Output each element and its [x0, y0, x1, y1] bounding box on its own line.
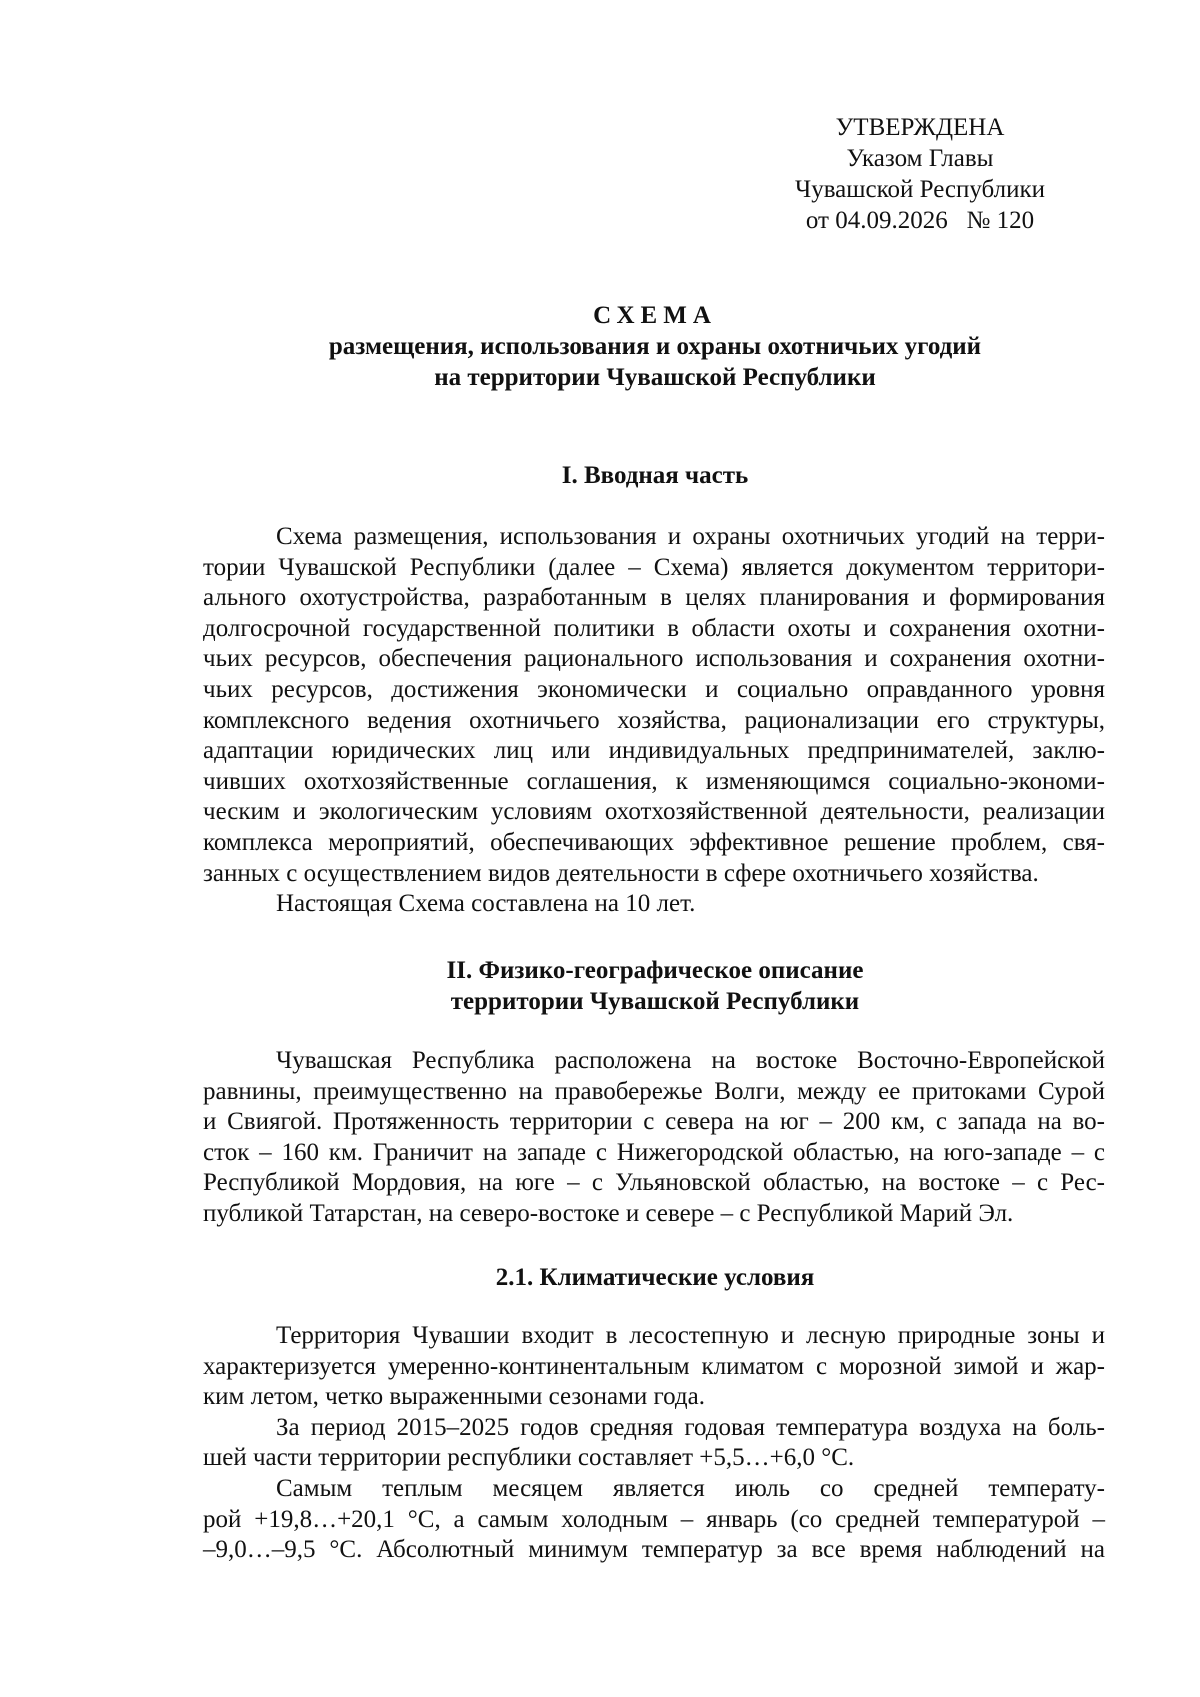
paragraph-line: тории Чувашской Республики (далее – Схема) является документом территори- — [203, 553, 1105, 581]
approval-line-republic: Чувашской Республики — [794, 176, 1046, 203]
paragraph-line: Настоящая Схема составлена на 10 лет. — [276, 890, 696, 918]
paragraph — [203, 889, 1105, 920]
paragraph-line: адаптации юридических лиц или индивидуальных предпринимателей, заклю- — [203, 737, 1105, 765]
paragraph-line: чьих ресурсов, обеспечения рационального использования и сохранения охотни- — [203, 645, 1105, 673]
paragraph-line: Чувашская Республика расположена на востоке Восточно-Европейской — [276, 1047, 1105, 1074]
paragraph — [203, 1413, 1105, 1474]
approval-stamp — [760, 112, 1080, 236]
paragraph-line: и Свиягой. Протяженность территории с севера на юг – 200 км, с запада на во- — [203, 1108, 1105, 1136]
paragraph-line: чьих ресурсов, достижения экономически и социально оправданного уровня — [203, 675, 1105, 703]
section-climate-body — [203, 1321, 1105, 1566]
paragraph-line: занных с осуществлением видов деятельности в сфере охотничьего хозяйства. — [203, 859, 1039, 887]
paragraph-line: Территория Чувашии входит в лесостепную и лесную природные зоны и — [276, 1322, 1105, 1349]
paragraph-line: За период 2015–2025 годов средняя годовая температура воздуха на боль- — [276, 1413, 1105, 1441]
paragraph-line: ким летом, четко выраженными сезонами года. — [203, 1383, 706, 1411]
paragraph-line: публикой Татарстан, на северо-востоке и севере – с Республикой Марий Эл. — [203, 1199, 1014, 1227]
paragraph-line: ального охотустройства, разработанным в целях планирования и формирования — [203, 584, 1105, 612]
paragraph-line: равнины, преимущественно на правобережье Волги, между ее притоками Сурой — [203, 1077, 1105, 1105]
paragraph-line: Самым теплым месяцем является июль со средней температу- — [276, 1474, 1105, 1502]
title-main: СХЕМА — [593, 302, 717, 329]
approval-line-approved: УТВЕРЖДЕНА — [835, 114, 1005, 141]
paragraph-line: долгосрочной государственной политики в области охоты и сохранения охотни- — [203, 614, 1105, 642]
section-physical-geography-body — [203, 1046, 1105, 1230]
approval-line-decree: Указом Главы — [846, 145, 994, 172]
section-heading-physical-geography — [205, 955, 1105, 1017]
paragraph-line: –9,0…–9,5 °С. Абсолютный минимум температур за все время наблюдений на — [203, 1536, 1105, 1564]
paragraph — [203, 1321, 1105, 1413]
section-heading-introduction: I. Вводная часть — [561, 462, 749, 489]
paragraph-line: шей части территории республики составляет +5,5…+6,0 °С. — [203, 1444, 855, 1472]
heading-line: территории Чувашской Республики — [450, 988, 860, 1015]
paragraph — [203, 1474, 1105, 1566]
heading-line: II. Физико-географическое описание — [446, 957, 864, 984]
paragraph-line: Схема размещения, использования и охраны охотничьих угодий на терри- — [276, 523, 1105, 550]
paragraph-line: Республикой Мордовия, на юге – с Ульяновской областью, на востоке – с Рес- — [203, 1169, 1105, 1197]
paragraph — [203, 1046, 1105, 1230]
section-introduction-body — [203, 522, 1105, 920]
title-subtitle-line2: на территории Чувашской Республики — [434, 364, 876, 391]
section-heading-climate: 2.1. Климатические условия — [495, 1264, 815, 1291]
paragraph-line: характеризуется умеренно-континентальным климатом с морозной зимой и жар- — [203, 1352, 1105, 1380]
paragraph-line: чивших охотхозяйственные соглашения, к изменяющимся социально-экономи- — [203, 767, 1105, 795]
paragraph-line: сток – 160 км. Граничит на западе с Нижегородской областью, на юго-западе – с — [203, 1138, 1105, 1166]
paragraph-line: комплекса мероприятий, обеспечивающих эффективное решение проблем, свя- — [203, 828, 1105, 856]
paragraph-line: ческим и экологическим условиям охотхозяйственной деятельности, реализации — [203, 798, 1105, 826]
approval-line-date-number: от 04.09.2026 № 120 — [805, 207, 1035, 234]
document-title — [205, 300, 1105, 393]
paragraph — [203, 522, 1105, 889]
paragraph-line: рой +19,8…+20,1 °С, а самым холодным – январь (со средней температурой – — [203, 1505, 1105, 1533]
paragraph-line: комплексного ведения охотничьего хозяйства, рационализации его структуры, — [203, 706, 1105, 734]
title-subtitle-line1: размещения, использования и охраны охотничьих угодий — [328, 333, 982, 360]
